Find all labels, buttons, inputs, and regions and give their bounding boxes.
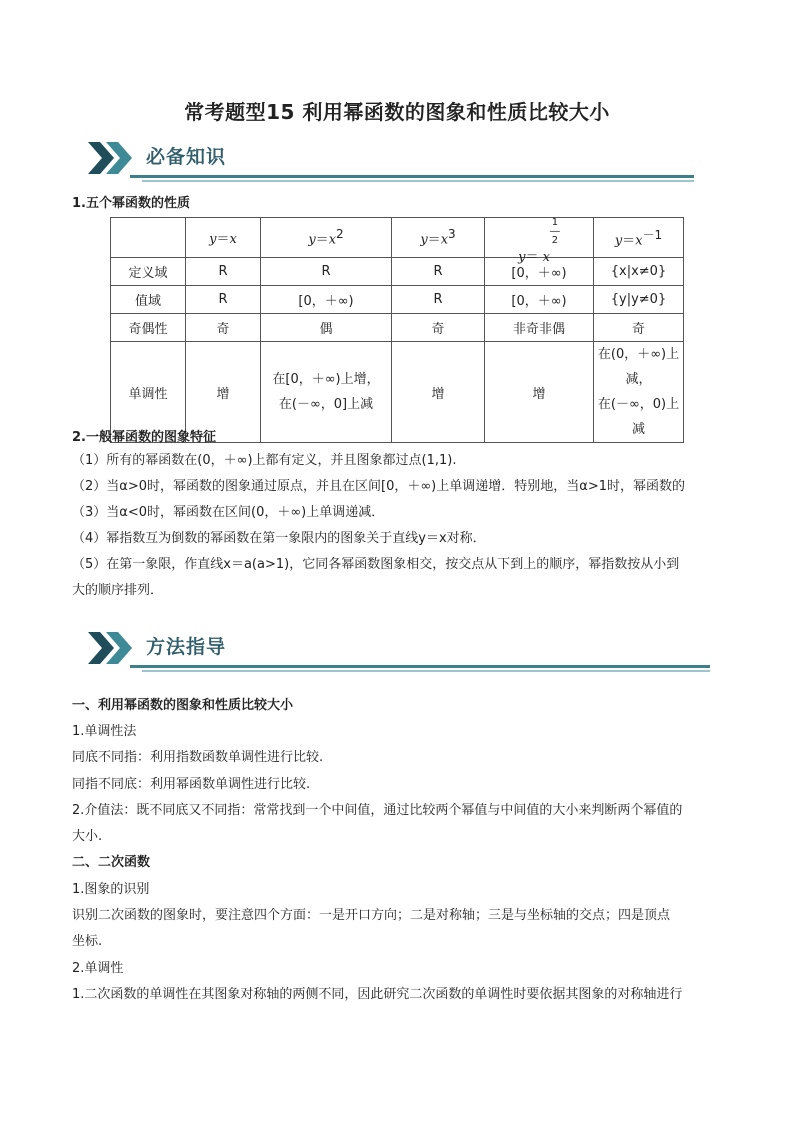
list-item: 同指不同底：利用幂函数单调性进行比较.: [72, 776, 311, 792]
table-header-cell: $y=x^2$: [261, 218, 392, 258]
table-row: 定义域 R R R [0，＋∞) {x|x≠0}: [111, 258, 684, 286]
table-header-cell: $y=x^3$: [392, 218, 485, 258]
table-header-cell: $y=x^{-1}$: [594, 218, 684, 258]
heading-properties: 1.五个幂函数的性质: [72, 196, 190, 211]
list-item: 识别二次函数的图象时，要注意四个方面：一是开口方向；二是对称轴；三是与坐标轴的交点；四是顶点: [72, 908, 671, 924]
page-title: 常考题型15 利用幂函数的图象和性质比较大小: [184, 100, 610, 124]
list-item: 2.介值法：既不同底又不同指：常常找到一个中间值，通过比较两个幂值与中间值的大小来判断两个幂值的: [72, 802, 683, 818]
heading-graph-features: 2.一般幂函数的图象特征: [72, 430, 216, 445]
table-header-cell: y＝x: [186, 218, 261, 258]
list-item: 大的顺序排列．: [72, 583, 164, 598]
list-item: 1.单调性法: [72, 724, 137, 739]
list-item: （3）当α<0时，幂函数在区间(0，＋∞)上单调递减．: [72, 505, 385, 520]
double-chevron-icon: [86, 138, 136, 178]
double-chevron-icon: [86, 628, 136, 668]
section-banner-label: 方法指导: [146, 636, 227, 658]
table-row: 奇偶性 奇 偶 奇 非奇非偶 奇: [111, 314, 684, 342]
list-item: （4）幂指数互为倒数的幂函数在第一象限内的图象关于直线y＝x对称．: [72, 531, 486, 546]
table-header-row: [111, 218, 684, 258]
table-row: 值域 R [0，＋∞) R [0，＋∞) {y|y≠0}: [111, 286, 684, 314]
features-list: [72, 448, 722, 604]
power-function-table: [110, 217, 684, 443]
table-header-cell: $y= x^{1 ― 2}$: [485, 218, 594, 258]
list-item: （5）在第一象限，作直线x＝a(a>1)，它同各幂函数图象相交，按交点从下到上的顺序，幂指数按从小到: [72, 557, 680, 572]
list-item: 大小.: [72, 829, 103, 845]
list-item: 二、二次函数: [72, 855, 151, 871]
list-item: 1.二次函数的单调性在其图象对称轴的两侧不同，因此研究二次函数的单调性时要依据其图象的对称轴进行: [72, 986, 683, 1002]
guide-text: [72, 719, 722, 1008]
section-banner-knowledge: [86, 136, 694, 182]
list-item: 1.图象的识别: [72, 881, 150, 897]
section-banner-label: 必备知识: [146, 146, 227, 168]
section-banner-method: [86, 626, 710, 672]
table-row: 单调性 增 在[0，＋∞)上增， 在(－∞，0]上减 增 增 在(0，＋∞)上减， 在(－∞，0)上减: [111, 342, 684, 443]
list-item: （1）所有的幂函数在(0，＋∞)上都有定义，并且图象都过点(1,1).: [72, 453, 457, 468]
list-item: 坐标.: [72, 934, 103, 950]
guide-heading: 一、利用幂函数的图象和性质比较大小: [72, 698, 294, 713]
list-item: 2.单调性: [72, 960, 124, 976]
list-item: （2）当α>0时，幂函数的图象通过原点，并且在区间[0，＋∞)上单调递增．特别地，当α>1时，幂函数的: [72, 479, 685, 494]
list-item: 同底不同指：利用指数函数单调性进行比较.: [72, 750, 324, 766]
